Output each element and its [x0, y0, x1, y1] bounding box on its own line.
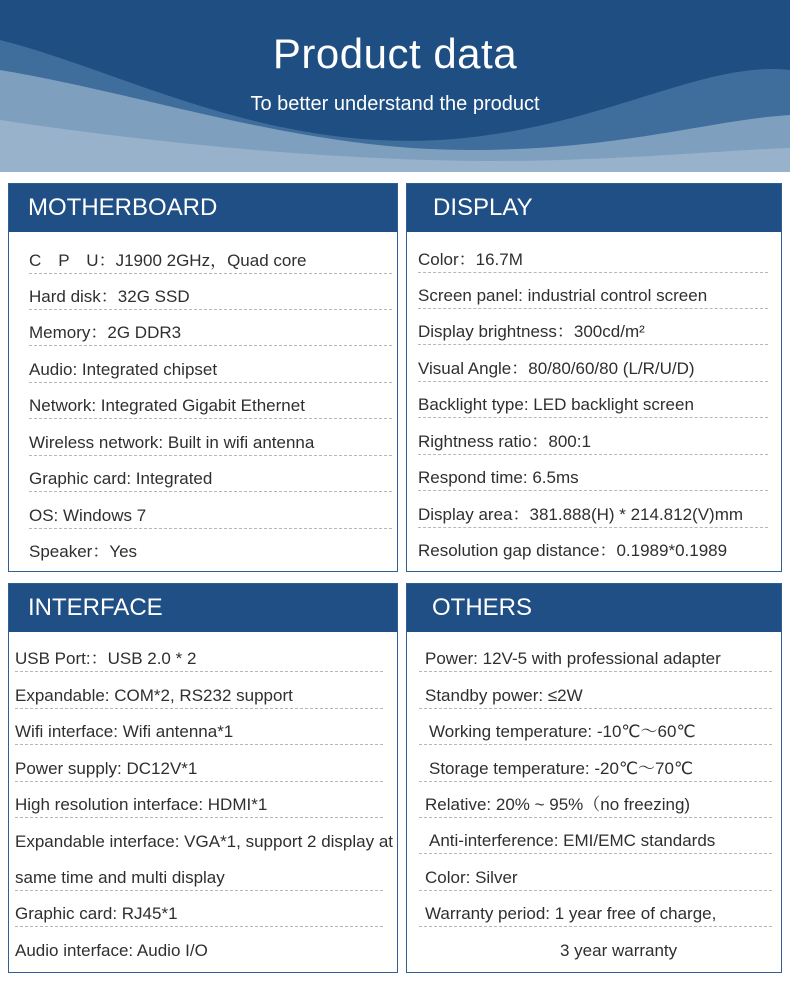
spec-row: USB Port:：USB 2.0 * 2 [15, 646, 383, 672]
spec-row: Relative: 20% ~ 95%（no freezing) [419, 792, 772, 818]
spec-row: Expandable: COM*2, RS232 support [15, 683, 383, 709]
spec-row: Wireless network: Built in wifi antenna [29, 430, 392, 456]
spec-row: Screen panel: industrial control screen [418, 283, 768, 309]
others-panel [406, 583, 782, 973]
spec-row: Storage temperature: -20℃～70℃ [419, 756, 772, 782]
display-panel [406, 183, 782, 572]
spec-row: Color：16.7M [418, 247, 768, 273]
header-banner [0, 0, 790, 172]
spec-row: Graphic card: Integrated [29, 466, 392, 492]
others-heading: OTHERS [407, 584, 781, 632]
spec-row: Warranty period: 1 year free of charge, [419, 901, 772, 927]
spec-row: C P U：J1900 2GHz，Quad core [29, 248, 392, 274]
spec-row-continued: same time and multi display [15, 865, 383, 891]
spec-row: Power supply: DC12V*1 [15, 756, 383, 782]
spec-row: Standby power: ≤2W [419, 683, 772, 709]
spec-row: OS: Windows 7 [29, 503, 392, 529]
spec-row: Visual Angle：80/80/60/80 (L/R/U/D) [418, 356, 768, 382]
spec-row: Respond time: 6.5ms [418, 465, 768, 491]
page-title: Product data [272, 30, 518, 77]
spec-row: Speaker：Yes [29, 542, 138, 561]
spec-row: Network: Integrated Gigabit Ethernet [29, 393, 392, 419]
spec-row: Hard disk：32G SSD [29, 284, 392, 310]
page-subtitle: To better understand the product [250, 93, 540, 115]
spec-row: Resolution gap distance：0.1989*0.1989 [418, 541, 728, 560]
motherboard-heading: MOTHERBOARD [9, 184, 397, 232]
spec-row: Backlight type: LED backlight screen [418, 392, 768, 418]
spec-row: Power: 12V-5 with professional adapter [419, 646, 772, 672]
spec-row: Audio interface: Audio I/O [15, 941, 208, 960]
interface-panel [8, 583, 398, 973]
spec-row: Memory：2G DDR3 [29, 320, 392, 346]
spec-row: Expandable interface: VGA*1, support 2 display at [15, 832, 394, 851]
spec-row: Rightness ratio：800:1 [418, 429, 768, 455]
wave-background [0, 0, 790, 172]
spec-row: Wifi interface: Wifi antenna*1 [15, 719, 383, 745]
spec-row: Display brightness：300cd/m² [418, 319, 768, 345]
spec-row: Display area：381.888(H) * 214.812(V)mm [418, 502, 768, 528]
spec-row: Working temperature: -10℃～60℃ [419, 719, 772, 745]
spec-row: Color: Silver [419, 865, 772, 891]
motherboard-panel [8, 183, 398, 572]
spec-row: Graphic card: RJ45*1 [15, 901, 383, 927]
spec-row: High resolution interface: HDMI*1 [15, 792, 383, 818]
display-heading: DISPLAY [407, 184, 781, 232]
spec-row: Anti-interference: EMI/EMC standards [419, 828, 772, 854]
interface-heading: INTERFACE [9, 584, 397, 632]
spec-row: Audio: Integrated chipset [29, 357, 392, 383]
spec-row-continued: 3 year warranty [560, 941, 678, 960]
